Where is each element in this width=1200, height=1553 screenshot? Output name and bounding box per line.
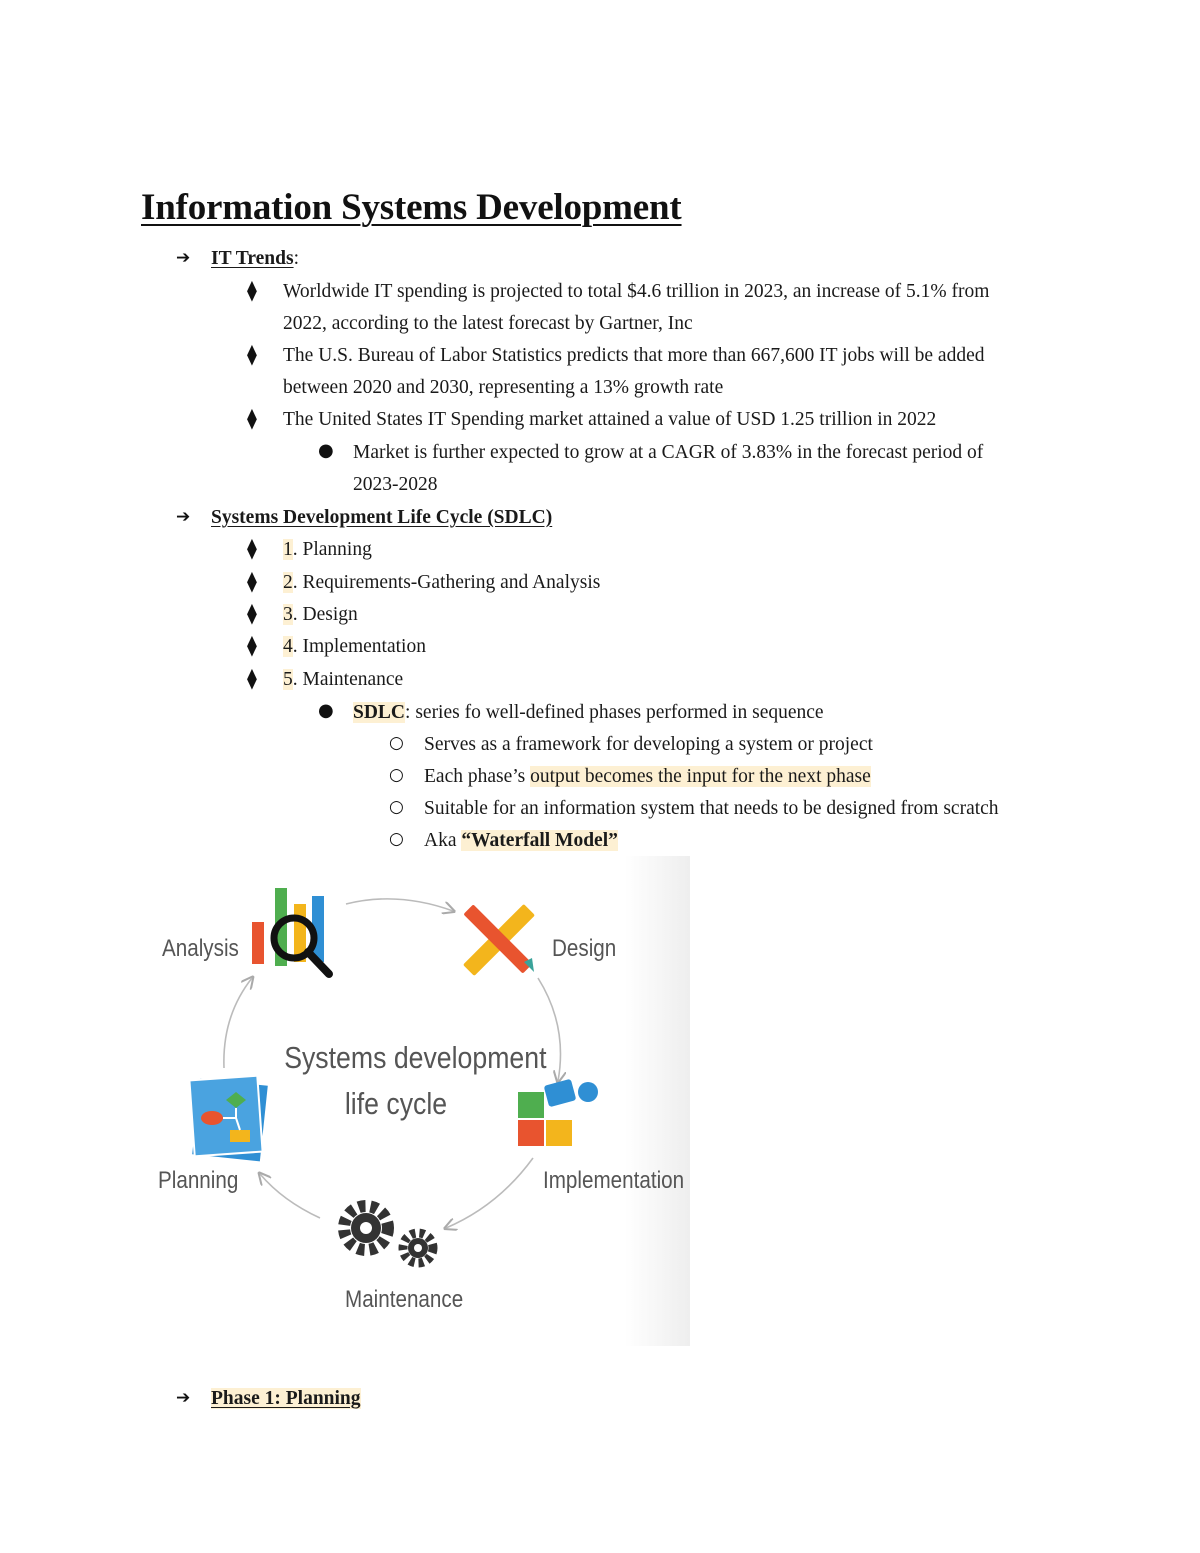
sdlc-definition: SDLC: series fo well-defined phases performed in sequence — [353, 702, 824, 723]
implementation-puzzle-icon — [518, 1079, 598, 1146]
diamond-bullet-icon: ⧫ — [247, 633, 257, 657]
sdlc-phase-4: 4. Implementation — [283, 636, 426, 657]
diamond-bullet-icon: ⧫ — [247, 342, 257, 366]
diagram-title-line-1: Systems development — [284, 1040, 547, 1075]
sdlc-point-4: Aka “Waterfall Model” — [424, 830, 618, 851]
cycle-arrow-implementation-to-maintenance — [446, 1158, 533, 1228]
filled-circle-bullet-icon: ● — [318, 440, 334, 461]
sdlc-phase-3: 3. Design — [283, 604, 358, 625]
document-title: Information Systems Development — [141, 187, 682, 228]
cycle-arrow-maintenance-to-planning — [260, 1174, 320, 1218]
arrow-bullet-icon: ➔ — [176, 1388, 191, 1408]
arrow-bullet-icon: ➔ — [176, 248, 191, 268]
diamond-bullet-icon: ⧫ — [247, 569, 257, 593]
cycle-arrow-analysis-to-design — [346, 899, 453, 911]
planning-label: Planning — [158, 1167, 239, 1194]
sdlc-point-3: Suitable for an information system that needs to be designed from scratch — [424, 798, 999, 819]
it-trend-bullet-3: The United States IT Spending market attained a value of USD 1.25 trillion in 2022 — [283, 409, 937, 430]
it-trend-bullet-1-line-2: 2022, according to the latest forecast by Gartner, Inc — [283, 313, 693, 334]
it-trend-sub-bullet-line-1: Market is further expected to grow at a CAGR of 3.83% in the forecast period of — [353, 442, 984, 463]
arrow-bullet-icon: ➔ — [176, 507, 191, 527]
diamond-bullet-icon: ⧫ — [247, 278, 257, 302]
sdlc-point-1: Serves as a framework for developing a system or project — [424, 734, 873, 755]
diamond-bullet-icon: ⧫ — [247, 536, 257, 560]
hollow-circle-bullet-icon: ○ — [389, 765, 404, 785]
hollow-circle-bullet-icon: ○ — [389, 797, 404, 817]
it-trend-bullet-2-line-2: between 2020 and 2030, representing a 13% growth rate — [283, 377, 724, 398]
diamond-bullet-icon: ⧫ — [247, 601, 257, 625]
it-trend-bullet-2-line-1: The U.S. Bureau of Labor Statistics predicts that more than 667,600 IT jobs will be added — [283, 345, 985, 366]
sdlc-point-2: Each phase’s output becomes the input for the next phase — [424, 766, 871, 787]
analysis-chart-magnifier-icon — [252, 888, 329, 974]
diagram-title-line-2: life cycle — [344, 1086, 448, 1121]
diamond-bullet-icon: ⧫ — [247, 406, 257, 430]
sdlc-phase-5: 5. Maintenance — [283, 669, 404, 690]
hollow-circle-bullet-icon: ○ — [389, 829, 404, 849]
maintenance-gears-icon — [344, 1206, 433, 1263]
sdlc-phase-2: 2. Requirements-Gathering and Analysis — [283, 572, 601, 593]
cycle-arrow-planning-to-analysis — [224, 978, 252, 1068]
phase-1-heading: Phase 1: Planning — [211, 1388, 361, 1409]
maintenance-label: Maintenance — [345, 1286, 464, 1313]
hollow-circle-bullet-icon: ○ — [389, 733, 404, 753]
it-trend-bullet-1-line-1: Worldwide IT spending is projected to total $4.6 trillion in 2023, an increase of 5.1% from — [283, 281, 990, 302]
diamond-bullet-icon: ⧫ — [247, 666, 257, 690]
implementation-label: Implementation — [543, 1167, 685, 1194]
planning-flowchart-icon — [189, 1076, 267, 1162]
design-ruler-pencil-icon — [463, 904, 535, 976]
design-label: Design — [552, 935, 617, 962]
sdlc-diagram — [148, 856, 690, 1346]
it-trends-heading: IT Trends: — [211, 248, 299, 269]
sdlc-heading: Systems Development Life Cycle (SDLC) — [211, 507, 553, 528]
analysis-label: Analysis — [162, 935, 239, 962]
it-trend-sub-bullet-line-2: 2023-2028 — [353, 474, 438, 495]
filled-circle-bullet-icon: ● — [318, 700, 334, 721]
sdlc-phase-1: 1. Planning — [283, 539, 372, 560]
